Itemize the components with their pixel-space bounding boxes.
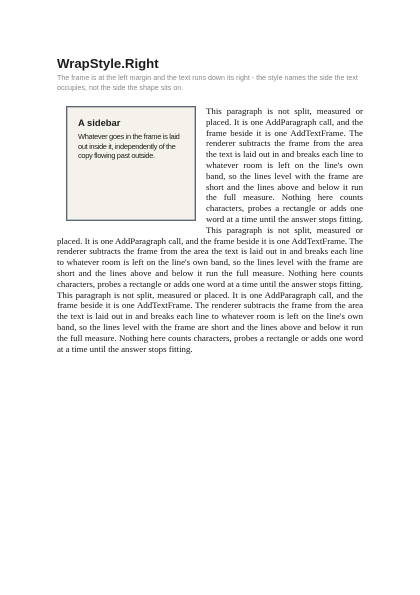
page-subtitle: The frame is at the left margin and the text runs down its right - the style names the side the text occupies, not the side the shape sits on.: [57, 74, 358, 93]
body-text-block: [57, 106, 363, 354]
sidebar-frame: [66, 106, 196, 221]
body-paragraph: This paragraph is not split, measured or placed. It is one AddParagraph call, and the frame beside it is one AddTextFrame. The renderer subtracts the frame from the area the text is laid out in and breaks each line to whatever room is left on the line's own band, so the lines level with the frame are short and the lines above and below it run the full measure. Nothing here counts characters, probes a rectangle or adds one word at a time until the answer stops fitting. This paragraph is not split, measured or placed. It is one AddParagraph call, and the frame beside it is one AddTextFrame. The renderer subtracts the frame from the area the text is laid out in and breaks each line to whatever room is left on the line's own band, so the lines level with the frame are short and the lines above and below it run the full measure. Nothing here counts characters, probes a rectangle or adds one word at a time until the answer stops fitting. This paragraph is not split, measured or placed. It is one AddParagraph call, and the frame beside it is one AddTextFrame. The renderer subtracts the frame from the area the text is laid out in and breaks each line to whatever room is left on the line's own band, so the lines level with the frame are short and the lines above and below it run the full measure. Nothing here counts characters, probes a rectangle or adds one word at a time until the answer stops fitting.: [57, 106, 363, 354]
sidebar-title: A sidebar: [78, 117, 121, 128]
sidebar-body: Whatever goes in the frame is laid out inside it, independently of the copy flowing past outside.: [78, 132, 180, 161]
page-title: WrapStyle.Right: [57, 56, 159, 71]
